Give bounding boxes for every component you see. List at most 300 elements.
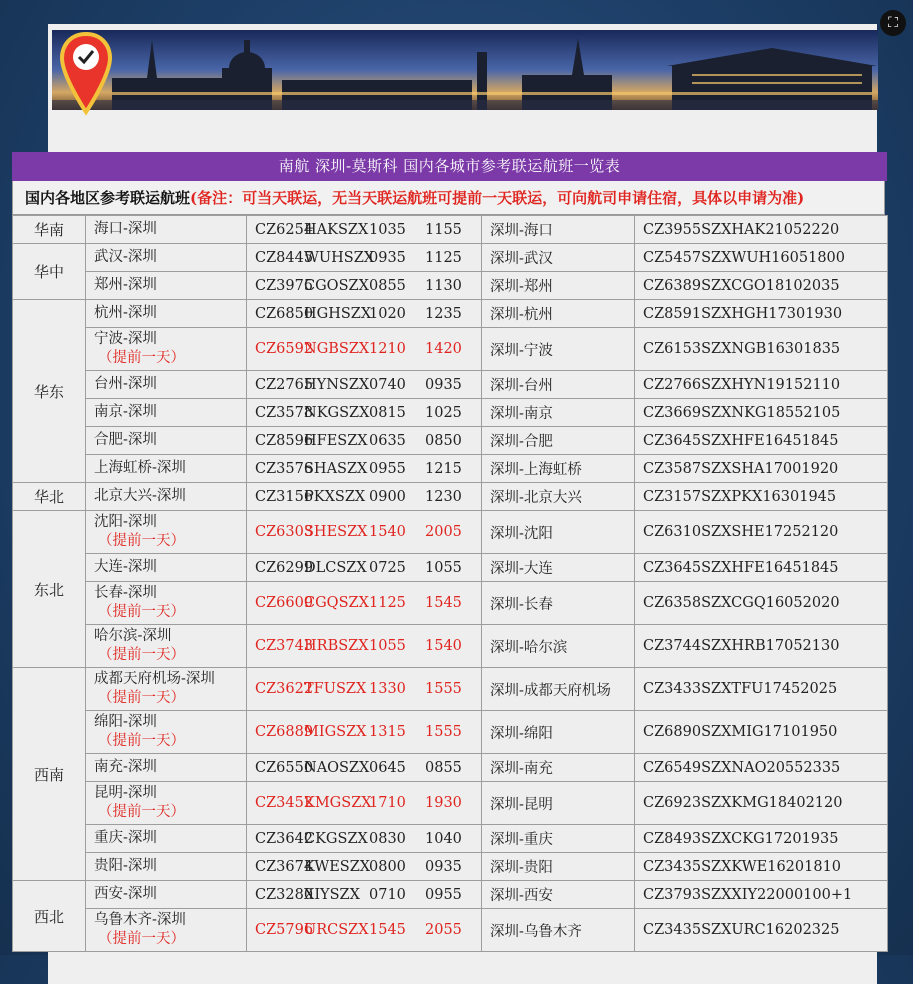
- route-code: SZXHFE: [701, 432, 765, 449]
- arrive-time: 1930: [805, 305, 843, 322]
- flight-number: CZ3975: [255, 277, 314, 294]
- depart-time: 1915: [766, 376, 804, 393]
- flight-number: CZ3744: [643, 638, 702, 654]
- depart-time: 1705: [765, 638, 803, 654]
- depart-time: 0815: [369, 404, 406, 421]
- flight-number: CZ5457: [643, 249, 702, 266]
- flight-number: CZ3452: [255, 795, 314, 811]
- arrive-time: 0935: [425, 376, 462, 393]
- route-code: HGHSZX: [304, 305, 372, 322]
- arrive-time: 1130: [425, 277, 462, 294]
- return-flight-cell: [635, 244, 888, 272]
- depart-time: 1645: [764, 432, 802, 449]
- depart-time: 0645: [369, 759, 406, 776]
- outbound-flight-cell: [247, 244, 482, 272]
- outbound-flight-cell: [247, 668, 482, 711]
- depart-time: 0935: [369, 249, 406, 266]
- route-code: SZXNAO: [701, 759, 767, 776]
- note-lead: 国内各地区参考联运航班: [25, 189, 191, 207]
- origin-city: 哈尔滨-深圳: [94, 628, 172, 644]
- arrive-time: 1930: [425, 795, 462, 811]
- arrive-time: 1555: [425, 724, 462, 740]
- return-city-cell: 深圳-重庆: [482, 825, 635, 853]
- return-city-cell: 深圳-上海虹桥: [482, 455, 635, 483]
- arrive-time: 1055: [425, 559, 462, 576]
- arrive-time: 1545: [425, 595, 462, 611]
- return-flight-cell: [635, 483, 888, 511]
- flight-number: CZ3157: [643, 488, 702, 505]
- return-city-cell: 深圳-合肥: [482, 427, 635, 455]
- outbound-flight-cell: [247, 511, 482, 554]
- outbound-flight-cell: [247, 754, 482, 782]
- depart-time: 0635: [369, 432, 406, 449]
- arrive-time: 1215: [425, 460, 462, 477]
- depart-time: 1630: [766, 341, 804, 357]
- arrive-time: 1025: [425, 404, 462, 421]
- table-row: [13, 625, 888, 668]
- return-city-cell: 深圳-杭州: [482, 300, 635, 328]
- arrive-time: 1935: [801, 830, 839, 847]
- table-row: [13, 272, 888, 300]
- origin-city: 杭州-深圳: [94, 305, 157, 321]
- return-city-cell: 深圳-昆明: [482, 782, 635, 825]
- table-row: [13, 554, 888, 582]
- arrive-time: 2035: [802, 277, 840, 294]
- flight-number: CZ6923: [643, 795, 702, 811]
- arrive-time: 0855: [425, 759, 462, 776]
- return-city-cell: 深圳-南京: [482, 399, 635, 427]
- arrive-time: 2220: [802, 221, 840, 238]
- arrive-time: 1125: [425, 249, 462, 266]
- flight-number: CZ6592: [255, 341, 314, 357]
- route-code: SZXTFU: [701, 681, 764, 697]
- table-row: [13, 328, 888, 371]
- origin-city-cell: [86, 909, 247, 952]
- route-code: HYNSZX: [304, 376, 370, 393]
- origin-city-cell: [86, 455, 247, 483]
- table-row: [13, 668, 888, 711]
- flight-number: CZ6358: [643, 595, 702, 611]
- depart-time: 1710: [369, 795, 406, 811]
- route-code: SZXHYN: [701, 376, 767, 393]
- depart-time: 1630: [762, 488, 800, 505]
- outbound-flight-cell: [247, 371, 482, 399]
- route-code: XIYSZX: [304, 886, 360, 903]
- flight-number: CZ6890: [643, 724, 702, 740]
- depart-time: 2055: [766, 759, 804, 776]
- day-before-note: （提前一天）: [98, 604, 185, 620]
- table-row: [13, 782, 888, 825]
- arrive-time: 2110: [803, 376, 841, 393]
- outbound-flight-cell: [247, 399, 482, 427]
- route-code: SZXHFE: [701, 559, 765, 576]
- origin-city-cell: [86, 754, 247, 782]
- outbound-flight-cell: [247, 300, 482, 328]
- return-flight-cell: [635, 399, 888, 427]
- origin-city-cell: [86, 825, 247, 853]
- return-city-cell: 深圳-武汉: [482, 244, 635, 272]
- table-row: [13, 909, 888, 952]
- day-before-note: （提前一天）: [98, 733, 185, 749]
- route-code: SZXPKX: [701, 488, 763, 505]
- region-cell: 华东: [13, 300, 86, 483]
- route-code: KWESZX: [304, 858, 371, 875]
- city-banner-image: [52, 30, 878, 110]
- fullscreen-icon[interactable]: ⛶: [880, 10, 906, 36]
- region-cell: 华中: [13, 244, 86, 300]
- route-code: HRBSZX: [304, 638, 369, 654]
- flight-number: CZ3645: [643, 432, 702, 449]
- origin-city: 乌鲁木齐-深圳: [94, 912, 186, 928]
- location-pin-icon: [58, 30, 114, 116]
- route-code: KMGSZX: [304, 795, 372, 811]
- origin-city: 台州-深圳: [94, 376, 157, 392]
- return-city-cell: 深圳-贵阳: [482, 853, 635, 881]
- origin-city-cell: [86, 399, 247, 427]
- flight-number: CZ6609: [255, 595, 314, 611]
- origin-city: 重庆-深圳: [94, 830, 157, 846]
- arrive-time: 1800: [808, 249, 845, 266]
- origin-city: 西安-深圳: [94, 886, 157, 902]
- origin-city-cell: [86, 483, 247, 511]
- route-code: SZXXIY: [701, 886, 758, 903]
- day-before-note: （提前一天）: [98, 931, 185, 947]
- route-code: CGOSZX: [304, 277, 369, 294]
- origin-city: 北京大兴-深圳: [94, 488, 186, 504]
- arrive-time: 1920: [801, 460, 839, 477]
- origin-city: 贵阳-深圳: [94, 858, 157, 874]
- depart-time: 1745: [763, 681, 801, 697]
- depart-time: 1055: [369, 638, 406, 654]
- origin-city-cell: [86, 244, 247, 272]
- origin-city-cell: [86, 328, 247, 371]
- arrive-time: 2120: [805, 795, 843, 811]
- arrive-time: 0935: [425, 858, 462, 875]
- route-code: CKGSZX: [304, 830, 368, 847]
- table-row: [13, 582, 888, 625]
- table-row: [13, 853, 888, 881]
- origin-city: 绵阳-深圳: [94, 714, 157, 730]
- region-cell: 西北: [13, 881, 86, 952]
- route-code: SZXMIG: [701, 724, 764, 740]
- table-row: [13, 511, 888, 554]
- return-city-cell: 深圳-绵阳: [482, 711, 635, 754]
- table-row: [13, 483, 888, 511]
- origin-city: 武汉-深圳: [94, 249, 157, 265]
- return-flight-cell: [635, 909, 888, 952]
- flight-number: CZ3576: [255, 460, 314, 477]
- arrive-time: 2325: [802, 922, 840, 938]
- flight-number: CZ6153: [643, 341, 702, 357]
- flight-number: CZ3674: [255, 858, 314, 875]
- origin-city-cell: [86, 782, 247, 825]
- depart-time: 1020: [369, 305, 406, 322]
- return-flight-cell: [635, 272, 888, 300]
- return-city-cell: 深圳-台州: [482, 371, 635, 399]
- origin-city-cell: [86, 216, 247, 244]
- depart-time: 1620: [765, 922, 803, 938]
- arrive-time: 1810: [804, 858, 842, 875]
- return-flight-cell: [635, 754, 888, 782]
- origin-city-cell: [86, 554, 247, 582]
- table-row: [13, 455, 888, 483]
- depart-time: 0900: [369, 488, 406, 505]
- route-code: DLCSZX: [304, 559, 367, 576]
- return-flight-cell: [635, 881, 888, 909]
- table-row: [13, 216, 888, 244]
- depart-time: 1545: [369, 922, 406, 938]
- outbound-flight-cell: [247, 582, 482, 625]
- route-code: MIGSZX: [304, 724, 367, 740]
- outbound-flight-cell: [247, 782, 482, 825]
- flight-number: CZ3669: [643, 404, 702, 421]
- flight-number: CZ6254: [255, 221, 314, 238]
- arrive-time: 1835: [803, 341, 841, 357]
- route-code: SZXHGH: [701, 305, 769, 322]
- flight-table: [12, 215, 888, 952]
- arrive-time: 1540: [425, 638, 462, 654]
- origin-city: 沈阳-深圳: [94, 514, 157, 530]
- origin-city: 南京-深圳: [94, 404, 157, 420]
- route-code: SHESZX: [304, 524, 368, 540]
- origin-city-cell: [86, 371, 247, 399]
- note-remark: (备注：可当天联运，无当天联运航班可提前一天联运，可向航司申请住宿，具体以申请为准): [190, 189, 805, 207]
- return-flight-cell: [635, 554, 888, 582]
- outbound-flight-cell: [247, 455, 482, 483]
- arrive-time: 1950: [800, 724, 838, 740]
- flight-number: CZ3622: [255, 681, 314, 697]
- origin-city: 宁波-深圳: [94, 331, 157, 347]
- arrive-time: 2120: [801, 524, 839, 540]
- flight-number: CZ8591: [643, 305, 702, 322]
- return-city-cell: 深圳-南充: [482, 754, 635, 782]
- arrive-time: 2020: [802, 595, 840, 611]
- day-before-note: （提前一天）: [98, 533, 185, 549]
- flight-number: CZ3587: [643, 460, 702, 477]
- table-row: [13, 371, 888, 399]
- region-cell: 西南: [13, 668, 86, 881]
- day-before-note: （提前一天）: [98, 690, 185, 706]
- return-flight-cell: [635, 511, 888, 554]
- flight-number: CZ6889: [255, 724, 314, 740]
- flight-number: CZ6850: [255, 305, 314, 322]
- depart-time: 0855: [369, 277, 406, 294]
- route-code: SZXCGO: [701, 277, 766, 294]
- route-code: SZXHAK: [701, 221, 766, 238]
- return-city-cell: 深圳-宁波: [482, 328, 635, 371]
- flight-number: CZ8445: [255, 249, 314, 266]
- arrive-time: 1845: [801, 559, 839, 576]
- route-code: CGQSZX: [304, 595, 369, 611]
- arrive-time: 1040: [425, 830, 462, 847]
- route-code: NAOSZX: [304, 759, 370, 776]
- outbound-flight-cell: [247, 328, 482, 371]
- origin-city: 海口-深圳: [94, 221, 157, 237]
- return-city-cell: 深圳-长春: [482, 582, 635, 625]
- origin-city: 昆明-深圳: [94, 785, 157, 801]
- depart-time: 1730: [768, 305, 806, 322]
- flight-number: CZ6310: [643, 524, 702, 540]
- flight-number: CZ3955: [643, 221, 702, 238]
- flight-number: CZ3578: [255, 404, 314, 421]
- table-row: [13, 711, 888, 754]
- route-code: SZXCGQ: [701, 595, 766, 611]
- return-flight-cell: [635, 782, 888, 825]
- origin-city-cell: [86, 511, 247, 554]
- depart-time: 1720: [764, 830, 802, 847]
- flight-number: CZ6303: [255, 524, 314, 540]
- arrive-time: 1555: [425, 681, 462, 697]
- day-before-note: （提前一天）: [98, 350, 185, 366]
- outbound-flight-cell: [247, 483, 482, 511]
- return-flight-cell: [635, 825, 888, 853]
- origin-city-cell: [86, 427, 247, 455]
- depart-time: 1855: [766, 404, 804, 421]
- route-code: NKGSZX: [304, 404, 370, 421]
- origin-city: 成都天府机场-深圳: [94, 671, 215, 687]
- route-code: URCSZX: [304, 922, 369, 938]
- origin-city-cell: [86, 272, 247, 300]
- arrive-time: 1845: [801, 432, 839, 449]
- return-flight-cell: [635, 300, 888, 328]
- arrive-time: 0100+1: [793, 886, 853, 903]
- depart-time: 0955: [369, 460, 406, 477]
- table-row: [13, 300, 888, 328]
- depart-time: 1620: [767, 858, 805, 875]
- return-flight-cell: [635, 427, 888, 455]
- depart-time: 1725: [764, 524, 802, 540]
- return-city-cell: 深圳-海口: [482, 216, 635, 244]
- depart-time: 1125: [369, 595, 406, 611]
- origin-city-cell: [86, 853, 247, 881]
- route-code: SZXURC: [701, 922, 766, 938]
- route-code: SZXSHA: [701, 460, 765, 477]
- arrive-time: 2130: [802, 638, 840, 654]
- return-flight-cell: [635, 625, 888, 668]
- depart-time: 1700: [764, 460, 802, 477]
- route-code: SZXKWE: [701, 858, 768, 875]
- arrive-time: 1155: [425, 221, 462, 238]
- flight-number: CZ6299: [255, 559, 314, 576]
- origin-city-cell: [86, 582, 247, 625]
- flight-number: CZ6550: [255, 759, 314, 776]
- table-row: [13, 399, 888, 427]
- arrive-time: 0850: [425, 432, 462, 449]
- arrive-time: 2055: [425, 922, 462, 938]
- outbound-flight-cell: [247, 427, 482, 455]
- route-code: SZXHRB: [701, 638, 766, 654]
- flight-number: CZ2765: [255, 376, 314, 393]
- origin-city: 上海虹桥-深圳: [94, 460, 186, 476]
- return-flight-cell: [635, 582, 888, 625]
- depart-time: 0725: [369, 559, 406, 576]
- outbound-flight-cell: [247, 909, 482, 952]
- depart-time: 1330: [369, 681, 406, 697]
- day-before-note: （提前一天）: [98, 804, 185, 820]
- route-code: SHASZX: [304, 460, 368, 477]
- return-city-cell: 深圳-西安: [482, 881, 635, 909]
- origin-city: 南充-深圳: [94, 759, 157, 775]
- table-row: [13, 244, 888, 272]
- flight-number: CZ2766: [643, 376, 702, 393]
- return-flight-cell: [635, 668, 888, 711]
- route-code: WUHSZX: [304, 249, 375, 266]
- arrive-time: 1420: [425, 341, 462, 357]
- flight-number: CZ8493: [643, 830, 702, 847]
- outbound-flight-cell: [247, 554, 482, 582]
- return-flight-cell: [635, 216, 888, 244]
- flight-number: CZ5796: [255, 922, 314, 938]
- origin-city-cell: [86, 711, 247, 754]
- return-city-cell: 深圳-郑州: [482, 272, 635, 300]
- depart-time: 1315: [369, 724, 406, 740]
- return-city-cell: 深圳-沈阳: [482, 511, 635, 554]
- outbound-flight-cell: [247, 853, 482, 881]
- arrive-time: 2105: [803, 404, 841, 421]
- return-city-cell: 深圳-哈尔滨: [482, 625, 635, 668]
- origin-city: 长春-深圳: [94, 585, 157, 601]
- table-row: [13, 754, 888, 782]
- flight-number: CZ3280: [255, 886, 314, 903]
- region-cell: 华北: [13, 483, 86, 511]
- arrive-time: 2335: [803, 759, 841, 776]
- outbound-flight-cell: [247, 825, 482, 853]
- route-code: NGBSZX: [304, 341, 370, 357]
- region-cell: 华南: [13, 216, 86, 244]
- route-code: SZXNGB: [701, 341, 767, 357]
- route-code: TFUSZX: [304, 681, 367, 697]
- return-city-cell: 深圳-乌鲁木齐: [482, 909, 635, 952]
- arrive-time: 1945: [799, 488, 837, 505]
- day-before-note: （提前一天）: [98, 647, 185, 663]
- arrive-time: 1230: [425, 488, 462, 505]
- origin-city: 大连-深圳: [94, 559, 157, 575]
- route-code: SZXKMG: [701, 795, 769, 811]
- depart-time: 1605: [771, 249, 809, 266]
- origin-city-cell: [86, 881, 247, 909]
- outbound-flight-cell: [247, 272, 482, 300]
- route-code: HAKSZX: [304, 221, 369, 238]
- origin-city: 合肥-深圳: [94, 432, 157, 448]
- route-code: HFESZX: [304, 432, 368, 449]
- table-row: [13, 427, 888, 455]
- return-flight-cell: [635, 455, 888, 483]
- return-city-cell: 深圳-北京大兴: [482, 483, 635, 511]
- flight-number: CZ8596: [255, 432, 314, 449]
- flight-number: CZ3433: [643, 681, 702, 697]
- flight-number: CZ3435: [643, 922, 702, 938]
- outbound-flight-cell: [247, 881, 482, 909]
- flight-number: CZ3642: [255, 830, 314, 847]
- depart-time: 1605: [765, 595, 803, 611]
- flight-number: CZ6389: [643, 277, 702, 294]
- return-flight-cell: [635, 711, 888, 754]
- origin-city-cell: [86, 300, 247, 328]
- depart-time: 1210: [369, 341, 406, 357]
- arrive-time: 0955: [425, 886, 462, 903]
- arrive-time: 2025: [800, 681, 838, 697]
- outbound-flight-cell: [247, 625, 482, 668]
- depart-time: 0740: [369, 376, 406, 393]
- return-flight-cell: [635, 853, 888, 881]
- origin-city-cell: [86, 668, 247, 711]
- depart-time: 1810: [765, 277, 803, 294]
- depart-time: 1035: [369, 221, 406, 238]
- return-flight-cell: [635, 371, 888, 399]
- depart-time: 0710: [369, 886, 406, 903]
- depart-time: 2200: [757, 886, 794, 903]
- flight-number: CZ3743: [255, 638, 314, 654]
